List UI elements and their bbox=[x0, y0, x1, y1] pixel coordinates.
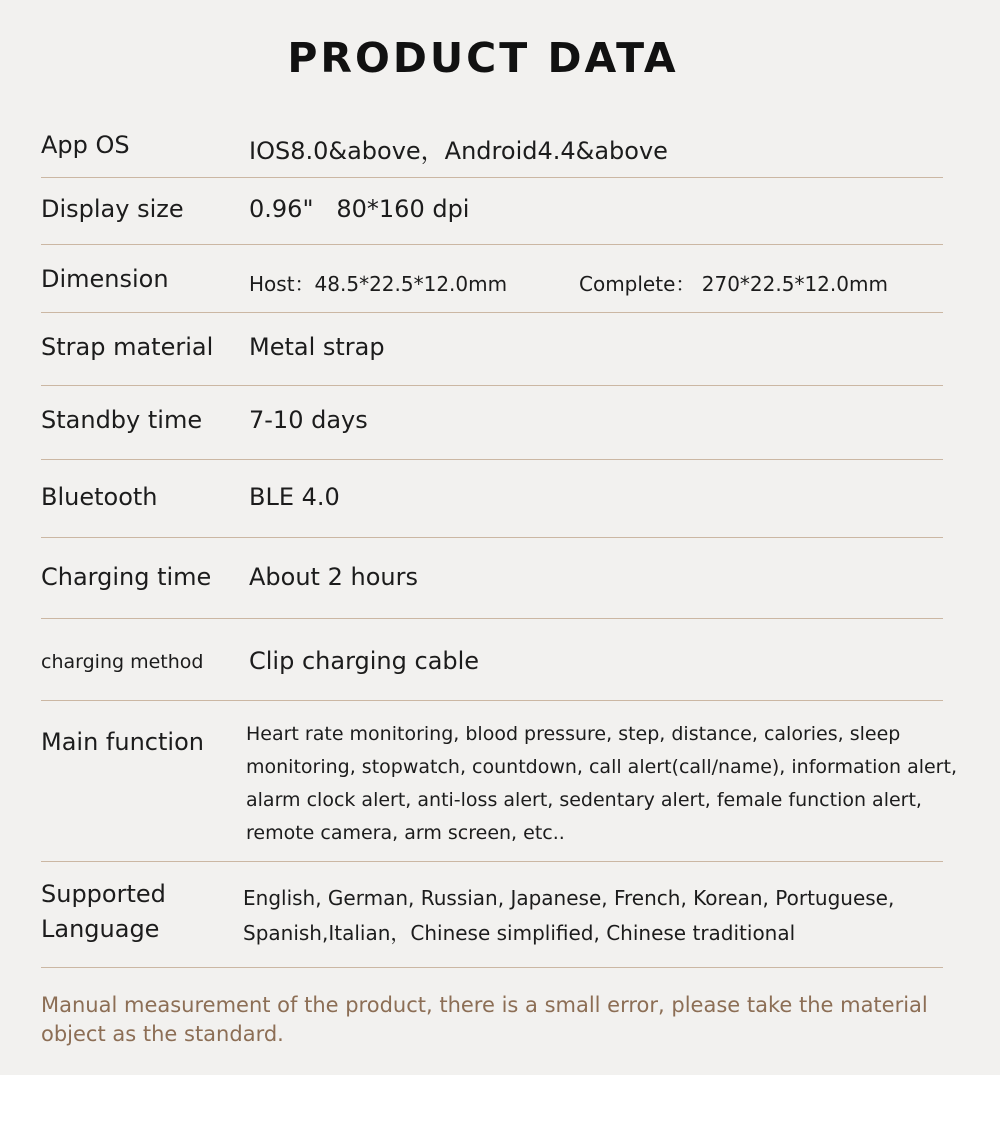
spec-label-line1: Supported bbox=[41, 880, 166, 908]
spec-label: Display size bbox=[41, 195, 184, 223]
page-title: PRODUCT DATA bbox=[287, 34, 679, 82]
spec-label: charging method bbox=[41, 651, 204, 673]
spec-row-display-size bbox=[41, 178, 943, 245]
measurement-note: Manual measurement of the product, there is a small error, please take the material object as the standard. bbox=[41, 993, 928, 1046]
spec-row-bluetooth bbox=[41, 460, 943, 538]
spec-label-line2: Language bbox=[41, 915, 160, 943]
spec-value: 7-10 days bbox=[249, 406, 368, 434]
spec-row-dimension bbox=[41, 245, 943, 313]
spec-value: Clip charging cable bbox=[249, 647, 480, 675]
spec-row-charging-time bbox=[41, 538, 943, 619]
spec-value: English, German, Russian, Japanese, French, Korean, Portuguese, Spanish,Italian，Chinese simplified, Chinese traditional bbox=[243, 886, 895, 945]
spec-value: BLE 4.0 bbox=[249, 483, 340, 511]
spec-value: 0.96" 80*160 dpi bbox=[249, 195, 470, 223]
spec-value: Heart rate monitoring, blood pressure, step, distance, calories, sleep monitoring, stopwatch, countdown, call alert(call/name), information alert, alarm clock alert, anti-loss alert, sedentary alert, female function alert, remote camera, arm screen, etc.. bbox=[246, 723, 957, 844]
spec-label: Strap material bbox=[41, 333, 214, 361]
spec-value: About 2 hours bbox=[249, 563, 418, 591]
spec-row-strap-material bbox=[41, 313, 943, 386]
spec-label: Bluetooth bbox=[41, 483, 158, 511]
spec-label: App OS bbox=[41, 131, 130, 159]
spec-value: IOS8.0&above，Android4.4&above bbox=[249, 137, 668, 165]
spec-row-main-function bbox=[41, 701, 957, 862]
spec-label: Standby time bbox=[41, 406, 203, 434]
spec-label: Dimension bbox=[41, 265, 169, 293]
spec-row-app-os bbox=[41, 118, 943, 178]
spec-row-standby-time bbox=[41, 386, 943, 460]
spec-row-supported-language bbox=[41, 862, 943, 968]
spec-value-complete: Complete： 270*22.5*12.0mm bbox=[579, 272, 888, 296]
spec-label: Main function bbox=[41, 728, 204, 756]
spec-value: Metal strap bbox=[249, 333, 385, 361]
spec-value-host: Host：48.5*22.5*12.0mm bbox=[249, 272, 508, 296]
spec-label: Charging time bbox=[41, 563, 212, 591]
spec-row-charging-method bbox=[41, 619, 943, 701]
